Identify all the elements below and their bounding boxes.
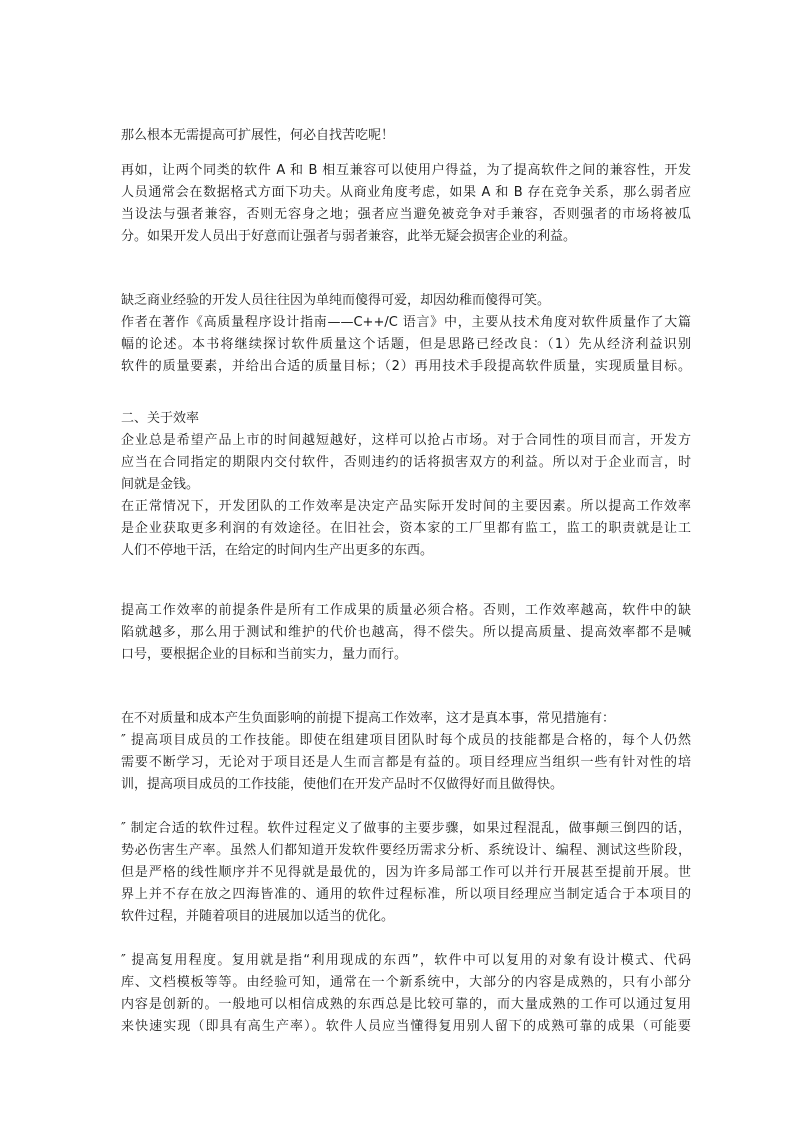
list-item: ″ 提高复用程度。复用就是指“利用现成的东西”，软件中可以复用的对象有设计模式、代码: [121, 953, 691, 968]
text-line: 势必伤害生产率。虽然人们都知道开发软件要经历需求分析、系统设计、编程、测试这些阶段，: [121, 843, 691, 858]
text-line: 界上并不存在放之四海皆准的、通用的软件过程标准，所以项目经理应当制定适合于本项目的: [121, 887, 691, 902]
text-line: 提高工作效率的前提条件是所有工作成果的质量必须合格。否则，工作效率越高，软件中的缺: [121, 603, 691, 618]
text-line: 软件过程，并随着项目的进展加以适当的优化。: [121, 909, 395, 924]
text-line: 训，提高项目成员的工作技能，使他们在开发产品时不仅做得好而且做得快。: [121, 777, 564, 792]
text-line: 是企业获取更多利润的有效途径。在旧社会，资本家的工厂里都有监工，监工的职责就是让工: [121, 521, 691, 536]
section-heading: 二、关于效率: [121, 411, 200, 426]
text-line: 人们不停地干活，在给定的时间内生产出更多的东西。: [121, 543, 434, 558]
text-line: 内容是创新的。一般地可以相信成熟的东西总是比较可靠的，而大量成熟的工作可以通过复用: [121, 997, 691, 1012]
text-line: 库、文档模板等等。由经验可知，通常在一个新系统中，大部分的内容是成熟的，只有小部分: [121, 975, 691, 990]
text-line: 但是严格的线性顺序并不见得就是最优的，因为许多局部工作可以并行开展甚至提前开展。世: [121, 865, 691, 880]
list-item: ″ 制定合适的软件过程。软件过程定义了做事的主要步骤，如果过程混乱，做事颠三倒四的话，: [121, 821, 691, 836]
text-line: 软件的质量要素，并给出合适的质量目标；（2）再用技术手段提高软件质量，实现质量目标。: [121, 359, 691, 374]
text-line: 那么根本无需提高可扩展性，何必自找苦吃呢！: [121, 128, 395, 143]
text-line: 在不对质量和成本产生负面影响的前提下提高工作效率，这才是真本事，常见措施有：: [121, 711, 616, 726]
text-line: 来快速实现（即具有高生产率）。软件人员应当懂得复用别人留下的成熟可靠的成果（可能要: [121, 1019, 691, 1034]
text-line: 作者在著作《高质量程序设计指南——C++/C 语言》中，主要从技术角度对软件质量作了大篇: [121, 315, 691, 330]
text-line: 幅的论述。本书将继续探讨软件质量这个话题，但是思路已经改良：（1）先从经济利益识别: [121, 337, 691, 352]
text-line: 陷就越多，那么用于测试和维护的代价也越高，得不偿失。所以提高质量、提高效率都不是喊: [121, 625, 691, 640]
text-line: 在正常情况下，开发团队的工作效率是决定产品实际开发时间的主要因素。所以提高工作效率: [121, 499, 691, 514]
text-line: 分。如果开发人员出于好意而让强者与弱者兼容，此举无疑会损害企业的利益。: [121, 229, 577, 244]
text-line: 当设法与强者兼容，否则无容身之地；强者应当避免被竞争对手兼容，否则强者的市场将被瓜: [121, 207, 691, 222]
text-line: 缺乏商业经验的开发人员往往因为单纯而傻得可爱，却因幼稚而傻得可笑。: [121, 293, 551, 308]
text-line: 需要不断学习，无论对于项目还是人生而言都是有益的。项目经理应当组织一些有针对性的培: [121, 755, 691, 770]
text-line: 再如，让两个同类的软件 A 和 B 相互兼容可以使用户得益，为了提高软件之间的兼容性，开发: [121, 163, 691, 178]
text-line: 口号，要根据企业的目标和当前实力，量力而行。: [121, 647, 408, 662]
text-line: 应当在合同指定的期限内交付软件，否则违约的话将损害双方的利益。所以对于企业而言，时: [121, 455, 691, 470]
list-item: ″ 提高项目成员的工作技能。即使在组建项目团队时每个成员的技能都是合格的，每个人仍然: [121, 733, 691, 748]
text-line: 企业总是希望产品上市的时间越短越好，这样可以抢占市场。对于合同性的项目而言，开发方: [121, 433, 691, 448]
text-line: 间就是金钱。: [121, 477, 200, 492]
text-line: 人员通常会在数据格式方面下功夫。从商业角度考虑，如果 A 和 B 存在竞争关系，那么弱者应: [121, 185, 691, 200]
